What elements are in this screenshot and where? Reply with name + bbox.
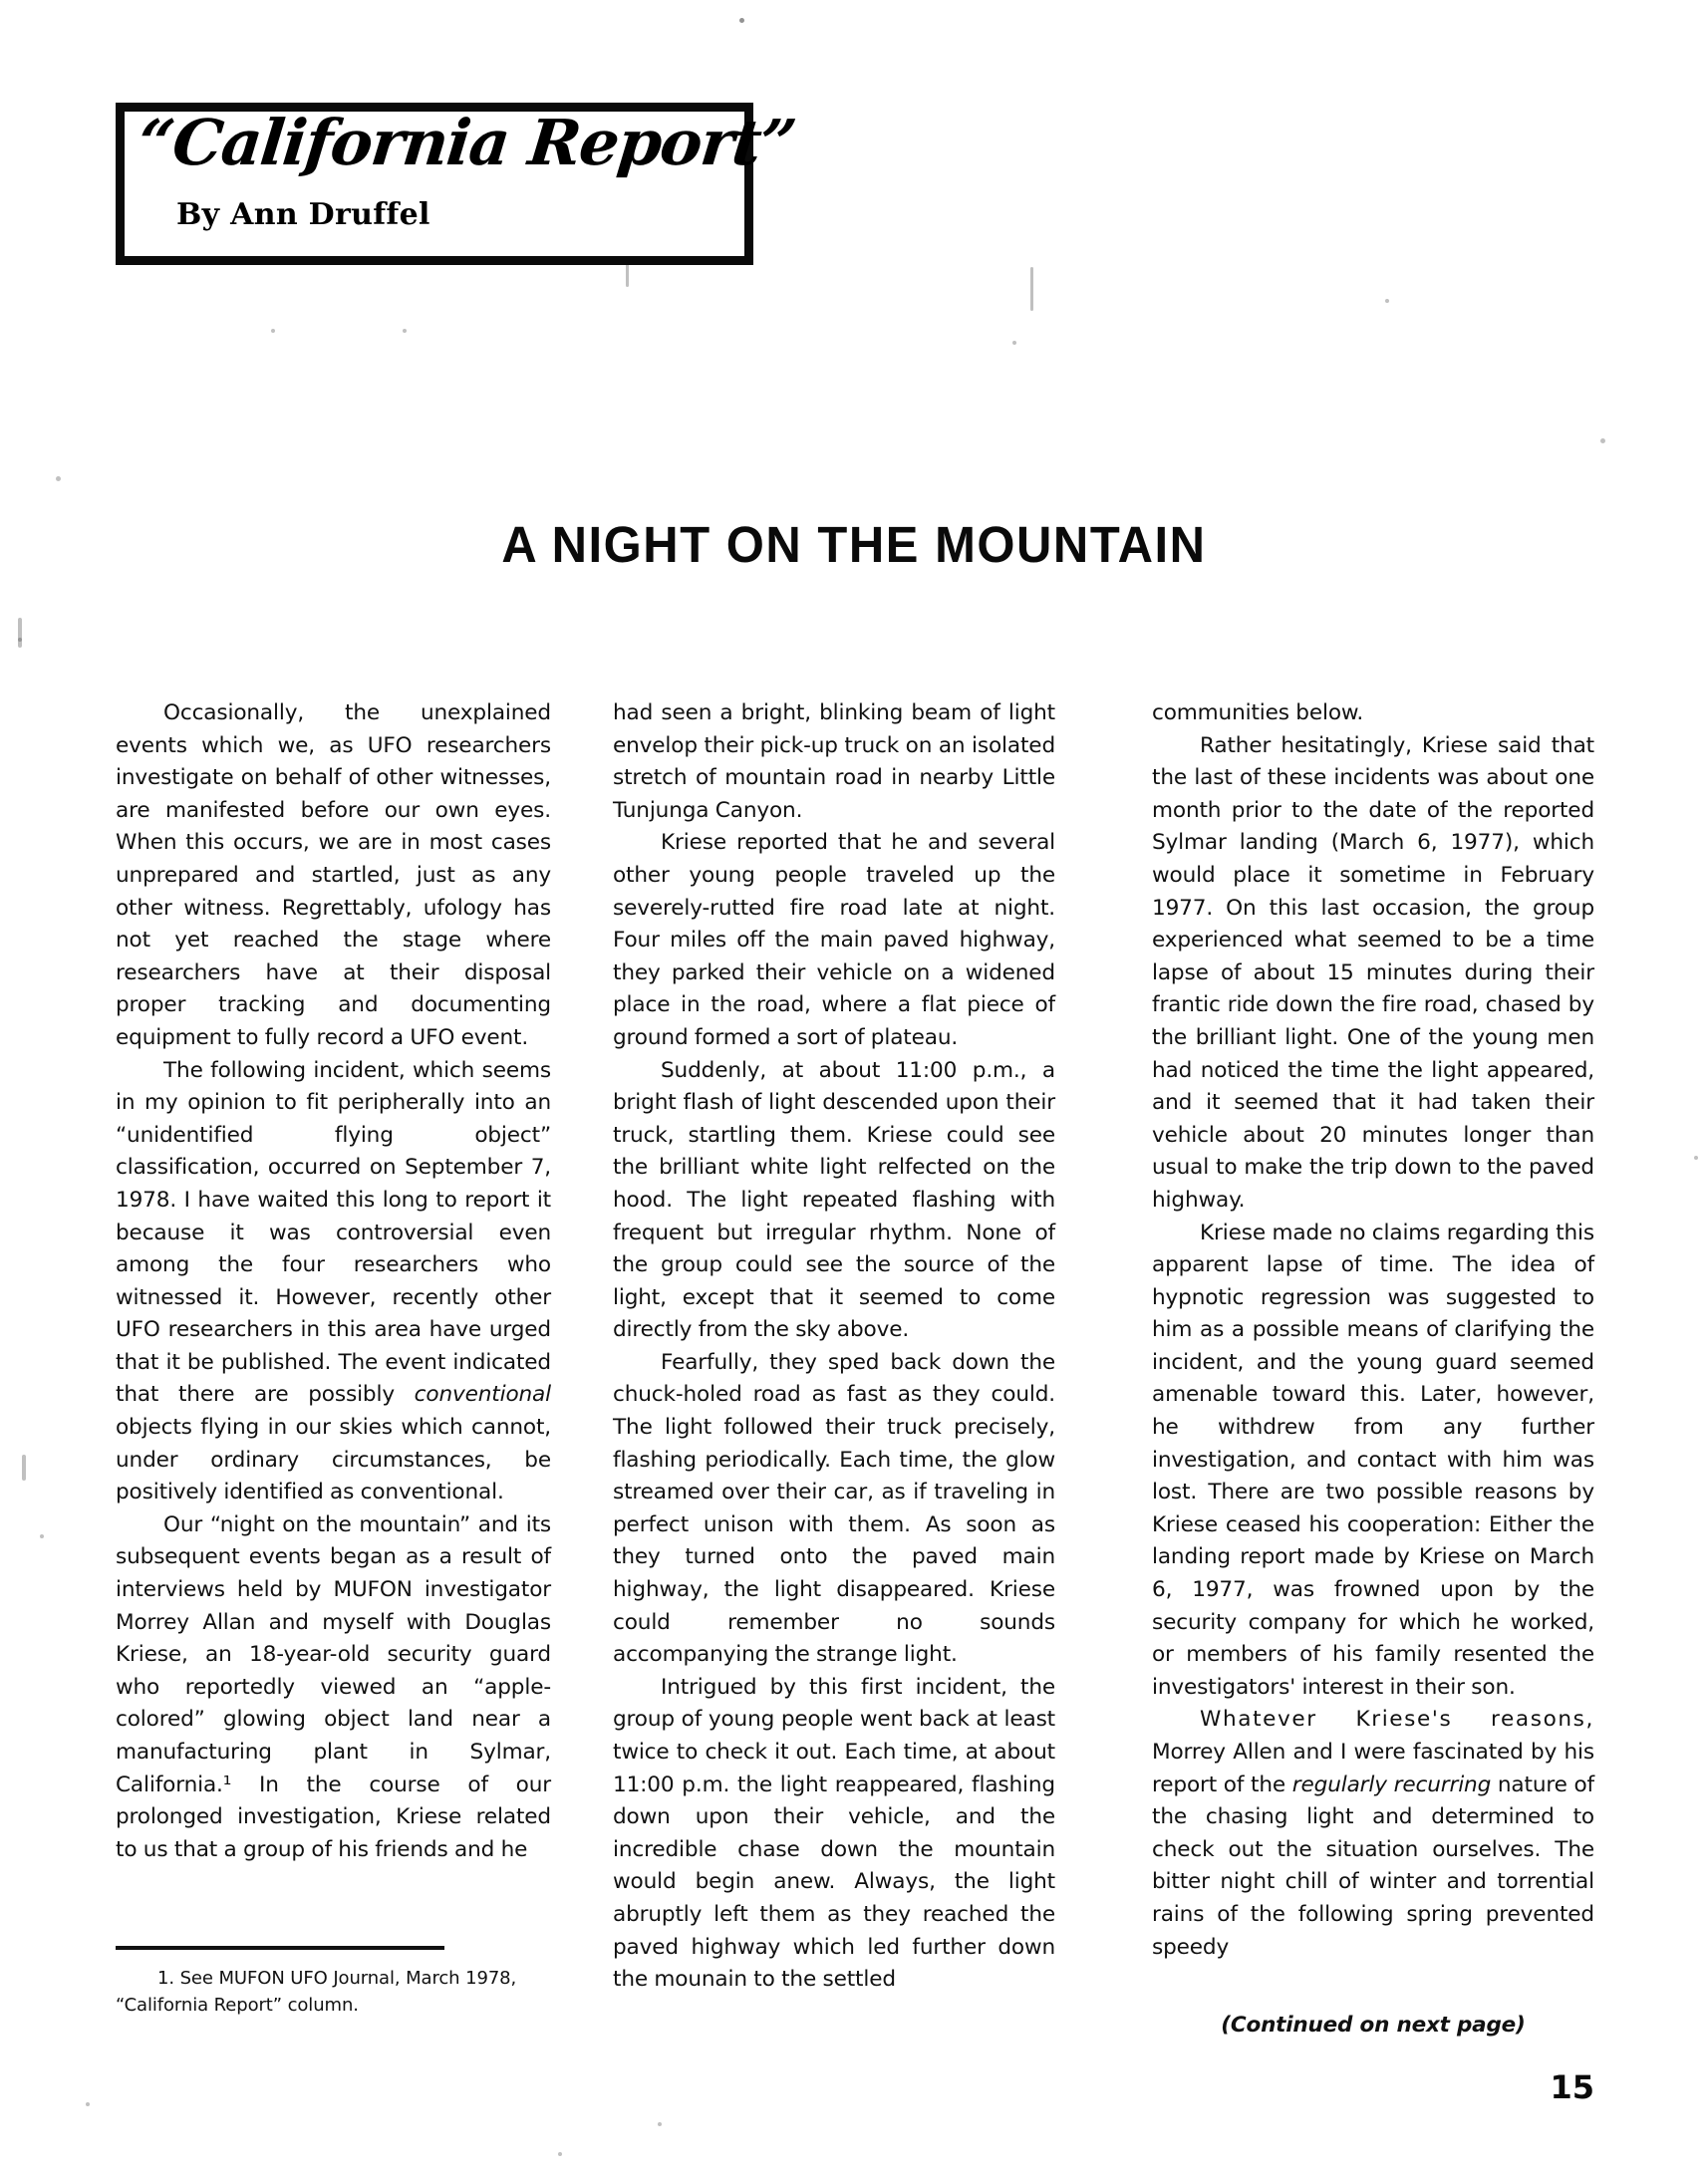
paragraph — [116, 1055, 551, 1509]
scan-speck — [1385, 299, 1389, 303]
scan-speck — [658, 2122, 662, 2126]
continued-notice: (Continued on next page) — [1221, 2013, 1526, 2038]
masthead-box — [116, 103, 799, 265]
paragraph: Kriese made no claims regarding this apparent lapse of time. The idea of hypnotic regression was suggested to him as a possible means of clarifying the incident, and the young guard seemed amenable toward this. Later, however, he withdrew from any further investigation, and contact with him was lost. There are two possible reasons by Kriese ceased his cooperation: Either the landing report made by Kriese on March 6, 1977, was frowned upon by the security company for which he worked, or members of his family resented the investigators' interest in their son. — [1152, 1220, 1594, 1700]
scan-speck — [1012, 341, 1016, 345]
paragraph: Occasionally, the unexplained events which we, as UFO researchers investigate on behalf of other witnesses, are manifested before our own eyes. When this occurs, we are in most cases unprepared and startled, just as any other witness. Regrettably, ufology has not yet reached the stage where researchers have at their disposal proper tracking and documenting equipment to fully record a UFO event. — [116, 700, 551, 1050]
footnote-text: 1. See MUFON UFO Journal, March 1978, “California Report” column. — [116, 1968, 517, 2016]
paragraph: Intrigued by this first incident, the group of young people went back at least twice to check it out. Each time, at about 11:00 p.m. the light reappeared, flashing down upon their vehicle, and the incredible chase down the mountain would begin anew. Always, the light abruptly left them as they reached the paved highway which led further down the mounain to the settled — [613, 1674, 1055, 1993]
scan-speck — [1030, 267, 1033, 311]
paragraph: Kriese reported that he and several other young people traveled up the severely-rutted fire road late at night. Four miles off the main paved highway, they parked their vehicle on a widened place in the road, where a flat piece of ground formed a sort of plateau. — [613, 830, 1055, 1050]
scan-speck — [1600, 438, 1605, 443]
scan-speck — [18, 638, 22, 642]
scan-speck — [22, 1455, 26, 1481]
scan-speck — [271, 329, 275, 333]
text-column-1 — [116, 697, 551, 1866]
paragraph: Fearfully, they sped back down the chuck-holed road as fast as they could. The light followed their truck precisely, flashing periodically. Each time, the glow streamed over their car, as if traveling in perfect unison with them. As soon as they turned onto the paved main highway, the light disappeared. Kriese could remember no sounds accompanying the strange light. — [613, 1349, 1055, 1668]
scan-speck — [1694, 1156, 1698, 1160]
paragraph: Suddenly, at about 11:00 p.m., a bright flash of light descended upon their truck, startling them. Kriese could see the brilliant white light relfected on the hood. The light repeated flashing with frequent but irregular rhythm. None of the group could see the source of the light, except that it seemed to come directly from the sky above. — [613, 1057, 1055, 1343]
scan-speck — [18, 618, 22, 648]
paragraph: Our “night on the mountain” and its subsequent events began as a result of interviews held by MUFON investigator Morrey Allan and myself with Douglas Kriese, an 18-year-old security guard who reportedly viewed an “apple-colored” glowing object land near a manufacturing plant in Sylmar, California.¹ In the course of our prolonged investigation, Kriese related to us that a group of his friends and he — [116, 1511, 551, 1862]
paragraph: Rather hesitatingly, Kriese said that the last of these incidents was about one month prior to the date of the reported Sylmar landing (March 6, 1977), which would place it sometime in February 1977. On this last occasion, the group experienced what seemed to be a time lapse of about 15 minutes during their frantic ride down the fire road, chased by the brilliant light. One of the young men had noticed the time the light appeared, and it seemed that it had taken their vehicle about 20 minutes longer than usual to make the trip down to the paved highway. — [1152, 732, 1594, 1213]
paragraph: had seen a bright, blinking beam of light envelop their pick-up truck on an isolated stretch of mountain road in nearby Little Tunjunga Canyon. — [613, 700, 1055, 823]
footnote-block — [116, 1946, 551, 2019]
text-column-3 — [1152, 697, 1594, 1964]
masthead-title: “California Report” — [135, 106, 799, 179]
emphasis-conventional: conventional — [414, 1382, 551, 1408]
masthead-byline: By Ann Druffel — [176, 197, 430, 232]
paragraph-part: objects flying in our skies which cannot, under ordinary circumstances, be positively identified as conventional. — [116, 1415, 551, 1505]
paragraph-part: The following incident, which seems in my opinion to fit peripherally into an “unidentified flying object” classification, occurred on September 7, 1978. I have waited this long to report it because it was controversial even among the four researchers who witnessed it. However, recently other UFO researchers in this area have urged that it be published. The event indicated that there are possibly — [116, 1057, 551, 1408]
scan-speck — [86, 2102, 90, 2106]
page-number: 15 — [1550, 2068, 1594, 2106]
scan-speck — [558, 2152, 562, 2156]
scan-speck — [40, 1534, 44, 1538]
paragraph — [1152, 1704, 1594, 1964]
paragraph-part: Morrey Allen and I were fascinated by his report of the — [1152, 1740, 1594, 1797]
paragraph: communities below. — [1152, 700, 1364, 725]
scan-speck — [403, 329, 407, 333]
paragraph-part-letterspaced: Whatever Kriese's reasons, — [1200, 1707, 1594, 1733]
scan-speck — [56, 476, 61, 481]
scan-speck — [739, 18, 744, 23]
paragraph-part: nature of the chasing light and determined to check out the situation ourselves. The bitter night chill of winter and torrential rains of the following spring prevented speedy — [1152, 1772, 1594, 1960]
article-headline: A NIGHT ON THE MOUNTAIN — [501, 516, 1207, 573]
emphasis-regularly-recurring: regularly recurring — [1291, 1772, 1492, 1797]
footnote-rule — [116, 1946, 444, 1950]
text-column-2 — [613, 697, 1055, 1997]
